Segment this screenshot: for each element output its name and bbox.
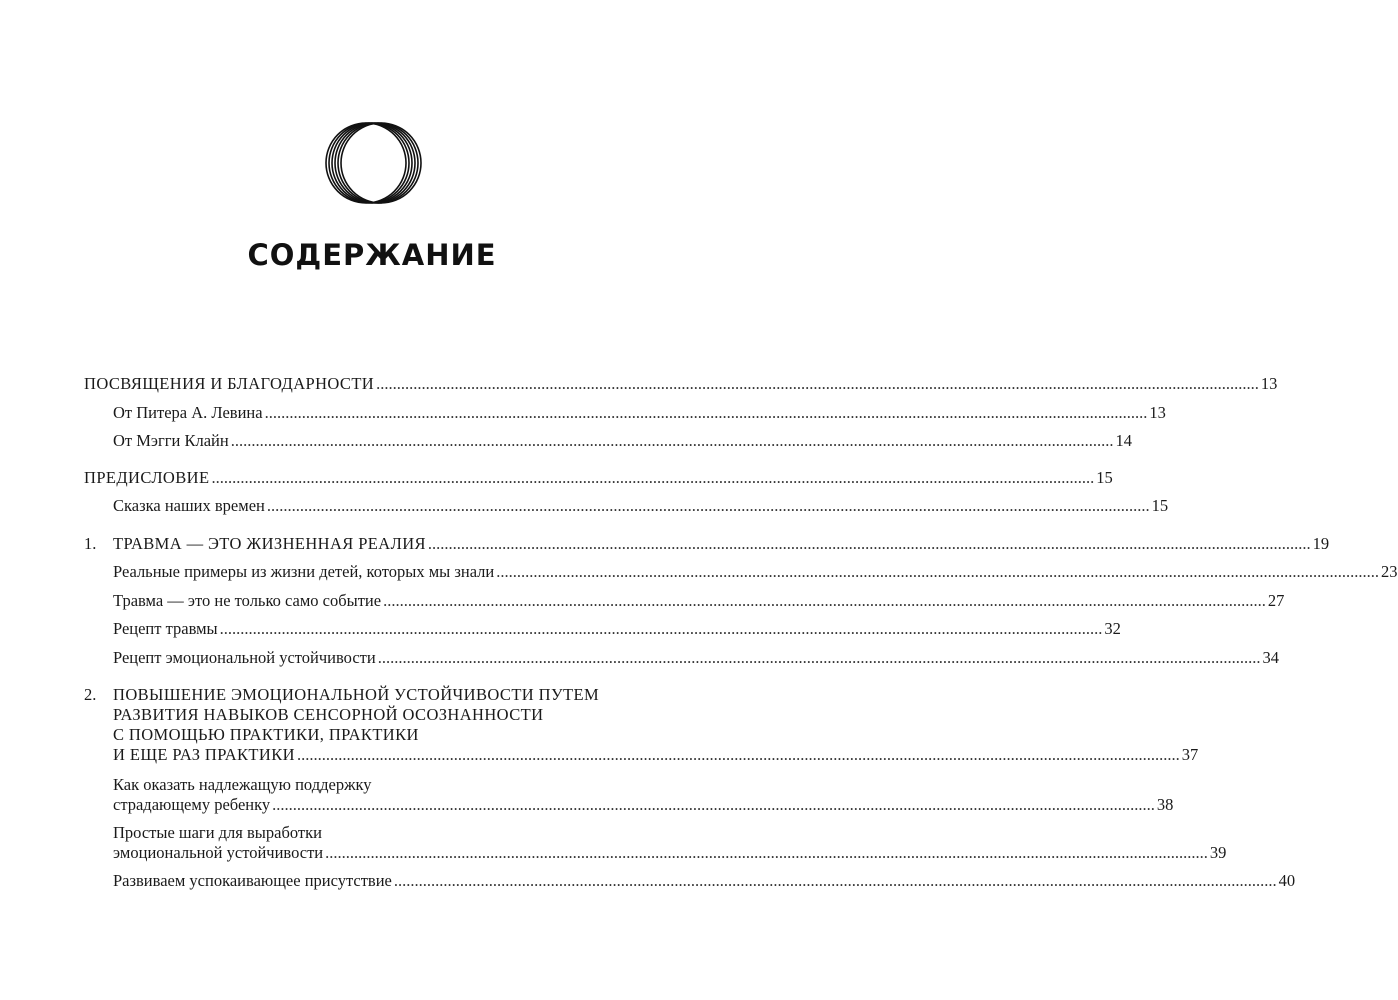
toc-entry-ch2-section-3[interactable]	[84, 871, 1296, 900]
toc-page-number: 39	[1209, 843, 1227, 862]
toc-entry-ch2-section-2[interactable]	[84, 823, 1227, 871]
toc-entry-label: ПОСВЯЩЕНИЯ И БЛАГОДАРНОСТИ	[84, 374, 375, 393]
dot-leader	[211, 468, 1094, 488]
concentric-ring-emblem	[320, 121, 426, 205]
toc-entry-label-line: ПОВЫШЕНИЕ ЭМОЦИОНАЛЬНОЙ УСТОЙЧИВОСТИ ПУТЕМ	[113, 685, 600, 704]
toc-entry-label: Реальные примеры из жизни детей, которых мы знали	[113, 562, 495, 581]
dot-leader	[220, 619, 1103, 639]
toc-entry-ch2-section-1[interactable]	[84, 775, 1174, 823]
chapter-number: 2.	[84, 685, 97, 704]
toc-page-number: 13	[1149, 402, 1166, 422]
toc-entry-label-line: эмоциональной устойчивости	[113, 843, 324, 862]
toc-page-number: 19	[1312, 533, 1330, 553]
toc-entry-label-line: страдающему ребенку	[113, 795, 271, 814]
toc-entry-from-levine[interactable]	[84, 402, 1166, 432]
toc-page-number: 13	[1260, 374, 1278, 393]
toc-entry-dedications[interactable]	[84, 374, 1278, 403]
toc-entry-foreword[interactable]	[84, 467, 1113, 497]
dot-leader	[428, 534, 1311, 554]
toc-entry-label: ТРАВМА — ЭТО ЖИЗНЕННАЯ РЕАЛИЯ	[113, 533, 426, 553]
toc-entry-label-line: Простые шаги для выработки	[113, 823, 322, 842]
toc-page-number: 32	[1104, 619, 1121, 638]
toc-entry-chapter-1[interactable]	[84, 533, 1330, 563]
dot-leader	[297, 745, 1180, 765]
table-of-contents	[84, 374, 1398, 900]
dot-leader	[378, 648, 1261, 668]
dot-leader	[325, 843, 1208, 863]
toc-entry-label-line: РАЗВИТИЯ НАВЫКОВ СЕНСОРНОЙ ОСОЗНАННОСТИ	[113, 705, 544, 724]
toc-entry-from-kline[interactable]	[84, 431, 1132, 460]
toc-page-number: 40	[1278, 871, 1296, 890]
toc-page-number: 38	[1156, 795, 1174, 814]
toc-entry-label-line: Как оказать надлежащую поддержку	[113, 775, 372, 794]
toc-entry-fairy-tale[interactable]	[84, 496, 1169, 525]
toc-page-number: 27	[1267, 590, 1285, 610]
toc-page-number: 15	[1151, 496, 1169, 515]
toc-entry-label: Рецепт травмы	[113, 619, 218, 638]
toc-entry-label: Рецепт эмоциональной устойчивости	[113, 647, 376, 667]
toc-entry-ch1-section-3[interactable]	[84, 619, 1121, 648]
toc-entry-ch1-section-1[interactable]	[84, 562, 1398, 591]
dot-leader	[496, 562, 1379, 582]
toc-entry-label: ПРЕДИСЛОВИЕ	[84, 467, 210, 487]
toc-entry-label-line: С ПОМОЩЬЮ ПРАКТИКИ, ПРАКТИКИ	[113, 725, 419, 744]
toc-entry-label: Сказка наших времен	[113, 496, 265, 515]
dot-leader	[272, 795, 1155, 815]
toc-entry-label: От Питера А. Левина	[113, 402, 263, 422]
toc-page-number: 37	[1181, 745, 1199, 764]
toc-entry-label: Развиваем успокаивающее присутствие	[113, 871, 392, 890]
dot-leader	[383, 591, 1266, 611]
toc-entry-ch1-section-2[interactable]	[84, 590, 1285, 620]
toc-entry-label-line: И ЕЩЕ РАЗ ПРАКТИКИ	[113, 745, 295, 764]
dot-leader	[267, 496, 1150, 516]
dot-leader	[394, 871, 1277, 891]
toc-entry-label: Травма — это не только само событие	[113, 590, 382, 610]
toc-page-number: 15	[1096, 467, 1113, 487]
toc-entry-chapter-2[interactable]	[84, 685, 1199, 767]
toc-page-number: 23	[1381, 562, 1398, 581]
toc-entry-label: От Мэгги Клайн	[113, 431, 229, 450]
toc-entry-ch1-section-4[interactable]	[84, 647, 1279, 677]
page-title: СОДЕРЖАНИЕ	[247, 238, 497, 272]
dot-leader	[376, 374, 1259, 394]
dot-leader	[265, 403, 1148, 423]
toc-page-number: 14	[1115, 431, 1132, 450]
toc-page-number: 34	[1262, 647, 1279, 667]
dot-leader	[231, 431, 1114, 451]
chapter-number: 1.	[84, 533, 97, 553]
